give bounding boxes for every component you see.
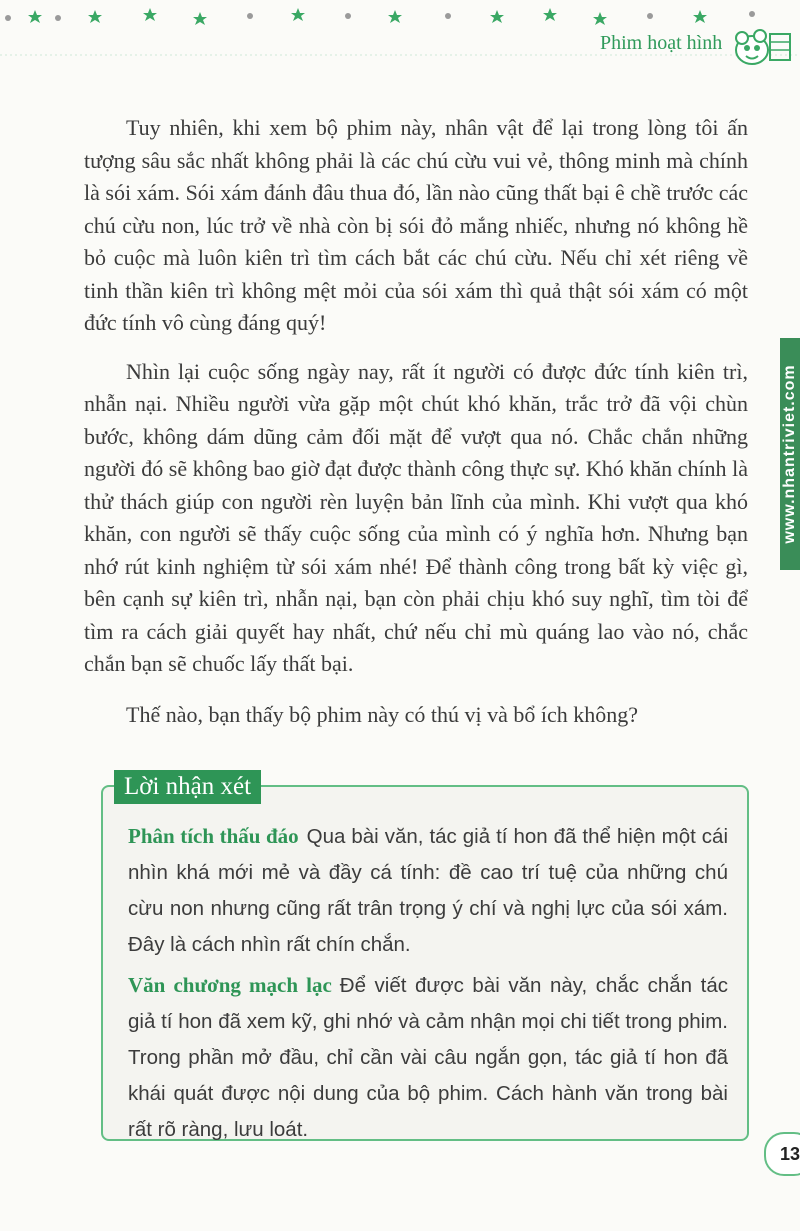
remark-item-heading: Phân tích thấu đáo — [128, 824, 299, 848]
remark-item — [128, 967, 728, 1148]
sheep-mascot-icon — [728, 24, 792, 72]
remark-item-heading: Văn chương mạch lạc — [128, 973, 332, 997]
page-number: 13 — [764, 1132, 800, 1176]
side-tab-url: www.nhantriviet.com — [781, 364, 798, 544]
remark-item — [128, 818, 728, 963]
running-header-title: Phim hoạt hình — [600, 32, 723, 54]
paragraph-1: Tuy nhiên, khi xem bộ phim này, nhân vật để lại trong lòng tôi ấn tượng sâu sắc nhất không phải là các chú cừu vui vẻ, thông minh mà chính là sói xám. Sói xám đánh đâu thua đó, lần nào cũng thất bại ê chề trước các chú cừu non, lúc trở về nhà còn bị sói đỏ mắng nhiếc, nhưng nó không hề bỏ cuộc mà luôn kiên trì tìm cách bắt các chú cừu. Nếu chỉ xét riêng về tinh thần kiên trì không mệt mỏi của sói xám thì quả thật sói xám có một đức tính vô cùng đáng quý! — [84, 115, 748, 335]
paragraph-2: Nhìn lại cuộc sống ngày nay, rất ít người có được đức tính kiên trì, nhẫn nại. Nhiều người vừa gặp một chút khó khăn, trắc trở đã vội chùn bước, không dám dũng cảm đối mặt để vượt qua nó. Chắc chắn những người đó sẽ không bao giờ đạt được thành công thực sự. Khó khăn chính là thử thách giúp con người rèn luyện bản lĩnh của mình. Khi vượt qua khó khăn, con người sẽ thấy cuộc sống của mình có ý nghĩa hơn. Nhưng bạn nhớ rút kinh nghiệm từ sói xám nhé! Để thành công trong bất kỳ việc gì, bên cạnh sự kiên trì, nhẫn nại, bạn còn phải chịu khó suy nghĩ, tìm tòi để tìm ra cách giải quyết hay nhất, chứ nếu chỉ mù quáng lao vào nó, chắc chắn bạn sẽ chuốc lấy thất bại. — [84, 358, 748, 676]
remark-content — [128, 818, 728, 1148]
body-text — [84, 112, 748, 731]
remark-item-text: Qua bài văn, tác giả tí hon đã thể hiện một cái nhìn khá mới mẻ và đầy cá tính: đề cao trí tuệ của những chú cừu non nhưng cũng rất trân trọng ý chí và nghị lực của sói xám. Đây là cách nhìn rất chín chắn. — [128, 825, 729, 956]
paragraph-3: Thế nào, bạn thấy bộ phim này có thú vị và bổ ích không? — [126, 701, 638, 727]
remark-item-text: Để viết được bài văn này, chắc chắn tác giả tí hon đã xem kỹ, ghi nhớ và cảm nhận mọi chi tiết trong phim. Trong phần mở đầu, chỉ cần vài câu ngắn gọn, tác giả tí hon đã khái quát được nội dung của bộ phim. Cách hành văn trong bài rất rõ ràng, lưu loát. — [128, 974, 728, 1141]
remark-title: Lời nhận xét — [114, 770, 261, 804]
